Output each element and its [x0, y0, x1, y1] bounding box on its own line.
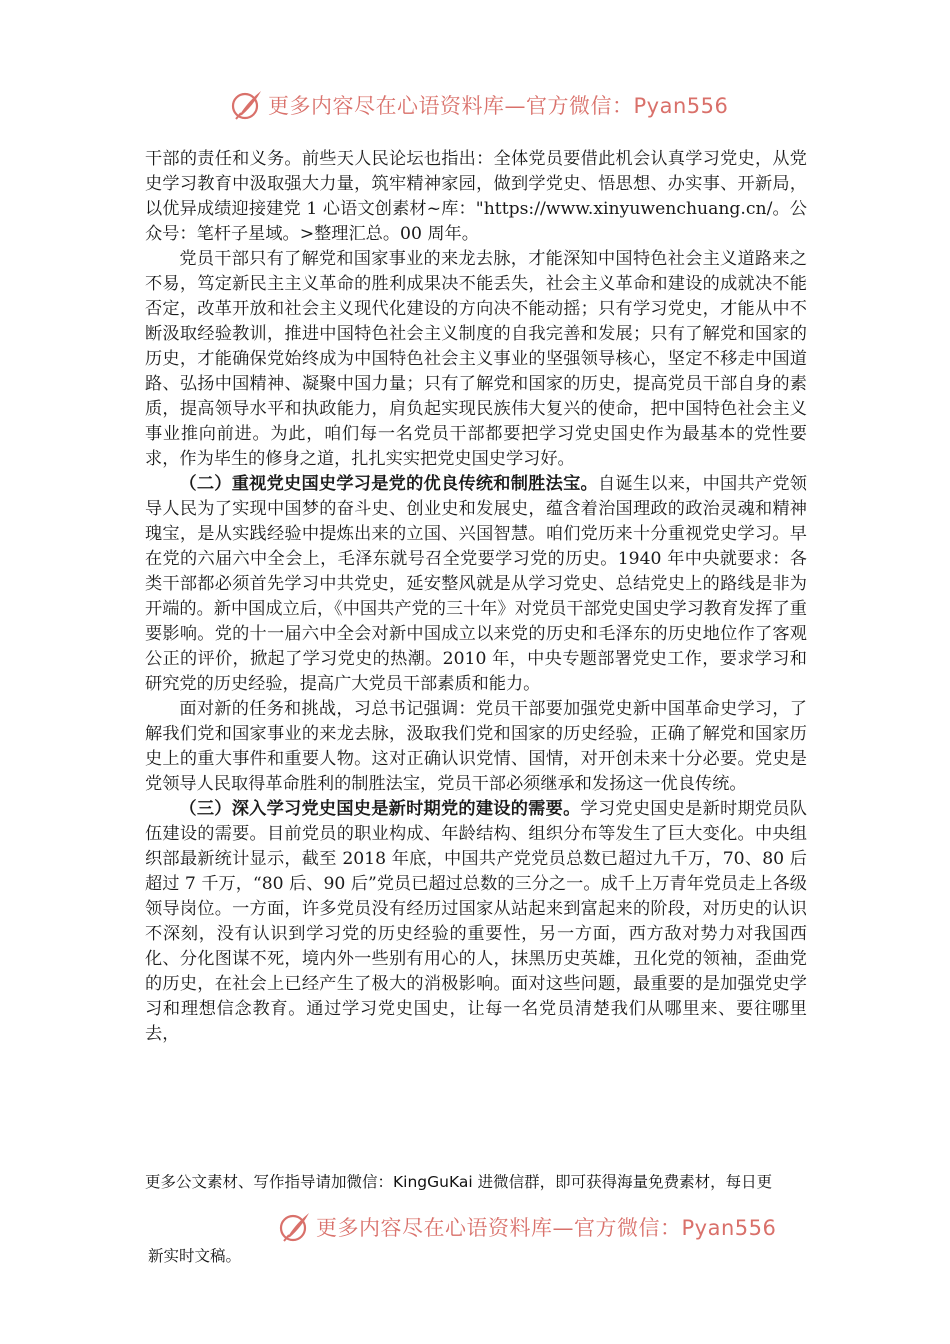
section-heading-3: （三）深入学习党史国史是新时期党的建设的需要。 [179, 799, 581, 819]
paragraph-2-text: 党员干部只有了解党和国家事业的来龙去脉，才能深知中国特色社会主义道路来之不易，笃定新民主主义革命的胜利成果决不能丢失，社会主义革命和建设的成就决不能否定，改革开放和社会主义现代化建设的方向决不能动摇；只有学习党史，才能从中不断汲取经验教训，推进中国特色社会主义制度的自我完善和发展；只有了解党和国家的历史，才能确保党始终成为中国特色社会主义事业的坚强领导核心，坚定不移走中国道路、弘扬中国精神、凝聚中国力量；只有了解党和国家的历史，提高党员干部自身的素质，提高领导水平和执政能力，肩负起实现民族伟大复兴的使命，把中国特色社会主义事业推向前进。为此，咱们每一名党员干部都要把学习党史国史作为最基本的党性要求，作为毕生的修身之道，扎扎实实把党史国史学习好。 [145, 249, 807, 469]
paragraph-3 [145, 472, 807, 697]
paragraph-5-text: 学习党史国史是新时期党员队伍建设的需要。目前党员的职业构成、年龄结构、组织分布等发生了巨大变化。中央组织部最新统计显示，截至 2018 年底，中国共产党党员总数已超过九千万，70、80 后超过 7 千万，“80 后、90 后”党员已超过总数的三分之一。成千上万青年党员走上各级领导岗位。一方面，许多党员没有经历过国家从站起来到富起来的阶段，对历史的认识不深刻，没有认识到学习党的历史经验的重要性，另一方面，西方敌对势力对我国西化、分化图谋不死，境内外一些别有用心的人，抹黑历史英雄，丑化党的领袖，歪曲党的历史，在社会上已经产生了极大的消极影响。面对这些问题，最重要的是加强党史学习和理想信念教育。通过学习党史国史，让每一名党员清楚我们从哪里来、要往哪里去， [145, 799, 807, 1044]
footer-note-tail: 新实时文稿。 [148, 1247, 242, 1265]
document-body [145, 147, 807, 1047]
paragraph-5 [145, 797, 807, 1047]
paragraph-4-text: 面对新的任务和挑战，习总书记强调：党员干部要加强党史新中国革命史学习，了解我们党和国家事业的来龙去脉，汲取我们党和国家的历史经验，正确了解党和国家历史上的重大事件和重要人物。这对正确认识党情、国情，对开创未来十分必要。党史是党领导人民取得革命胜利的制胜法宝，党员干部必须继承和发扬这一优良传统。 [145, 699, 807, 794]
watermark-footer [278, 1210, 778, 1244]
paragraph-3-text: 自诞生以来，中国共产党领导人民为了实现中国梦的奋斗史、创业史和发展史，蕴含着治国理政的政治灵魂和精神瑰宝，是从实践经验中提炼出来的立国、兴国智慧。咱们党历来十分重视党史学习。早在党的六届六中全会上，毛泽东就号召全党要学习党的历史。1940 年中央就要求：各类干部都必须首先学习中共党史，延安整风就是从学习党史、总结党史上的路线是非为开端的。新中国成立后，《中国共产党的三十年》对党员干部党史国史学习教育发挥了重要影响。党的十一届六中全会对新中国成立以来党的历史和毛泽东的历史地位作了客观公正的评价，掀起了学习党史的热潮。2010 年，中央专题部署党史工作，要求学习和研究党的历史经验，提高广大党员干部素质和能力。 [145, 474, 807, 694]
paragraph-2 [145, 247, 807, 472]
watermark-text: 更多内容尽在心语资料库—官方微信：Pyan556 [268, 94, 729, 118]
quill-logo-icon [230, 88, 264, 122]
quill-logo-icon [278, 1210, 312, 1244]
paragraph-4 [145, 697, 807, 797]
footer-note: 更多公文素材、写作指导请加微信：KingGuKai 进微信群，即可获得海量免费素材，每日更 [145, 1173, 773, 1191]
section-heading-2: （二）重视党史国史学习是党的优良传统和制胜法宝。 [179, 474, 598, 494]
watermark-header [230, 88, 730, 122]
watermark-text: 更多内容尽在心语资料库—官方微信：Pyan556 [316, 1216, 777, 1240]
paragraph-1 [145, 147, 807, 247]
paragraph-1-text: 干部的责任和义务。前些天人民论坛也指出：全体党员要借此机会认真学习党史，从党史学习教育中汲取强大力量，筑牢精神家园，做到学党史、悟思想、办实事、开新局，以优异成绩迎接建党 1 心语文创素材~库："https://www.xinyuwenchuang.cn/。公众号：笔杆子星域。>整理汇总。00 周年。 [145, 149, 807, 244]
